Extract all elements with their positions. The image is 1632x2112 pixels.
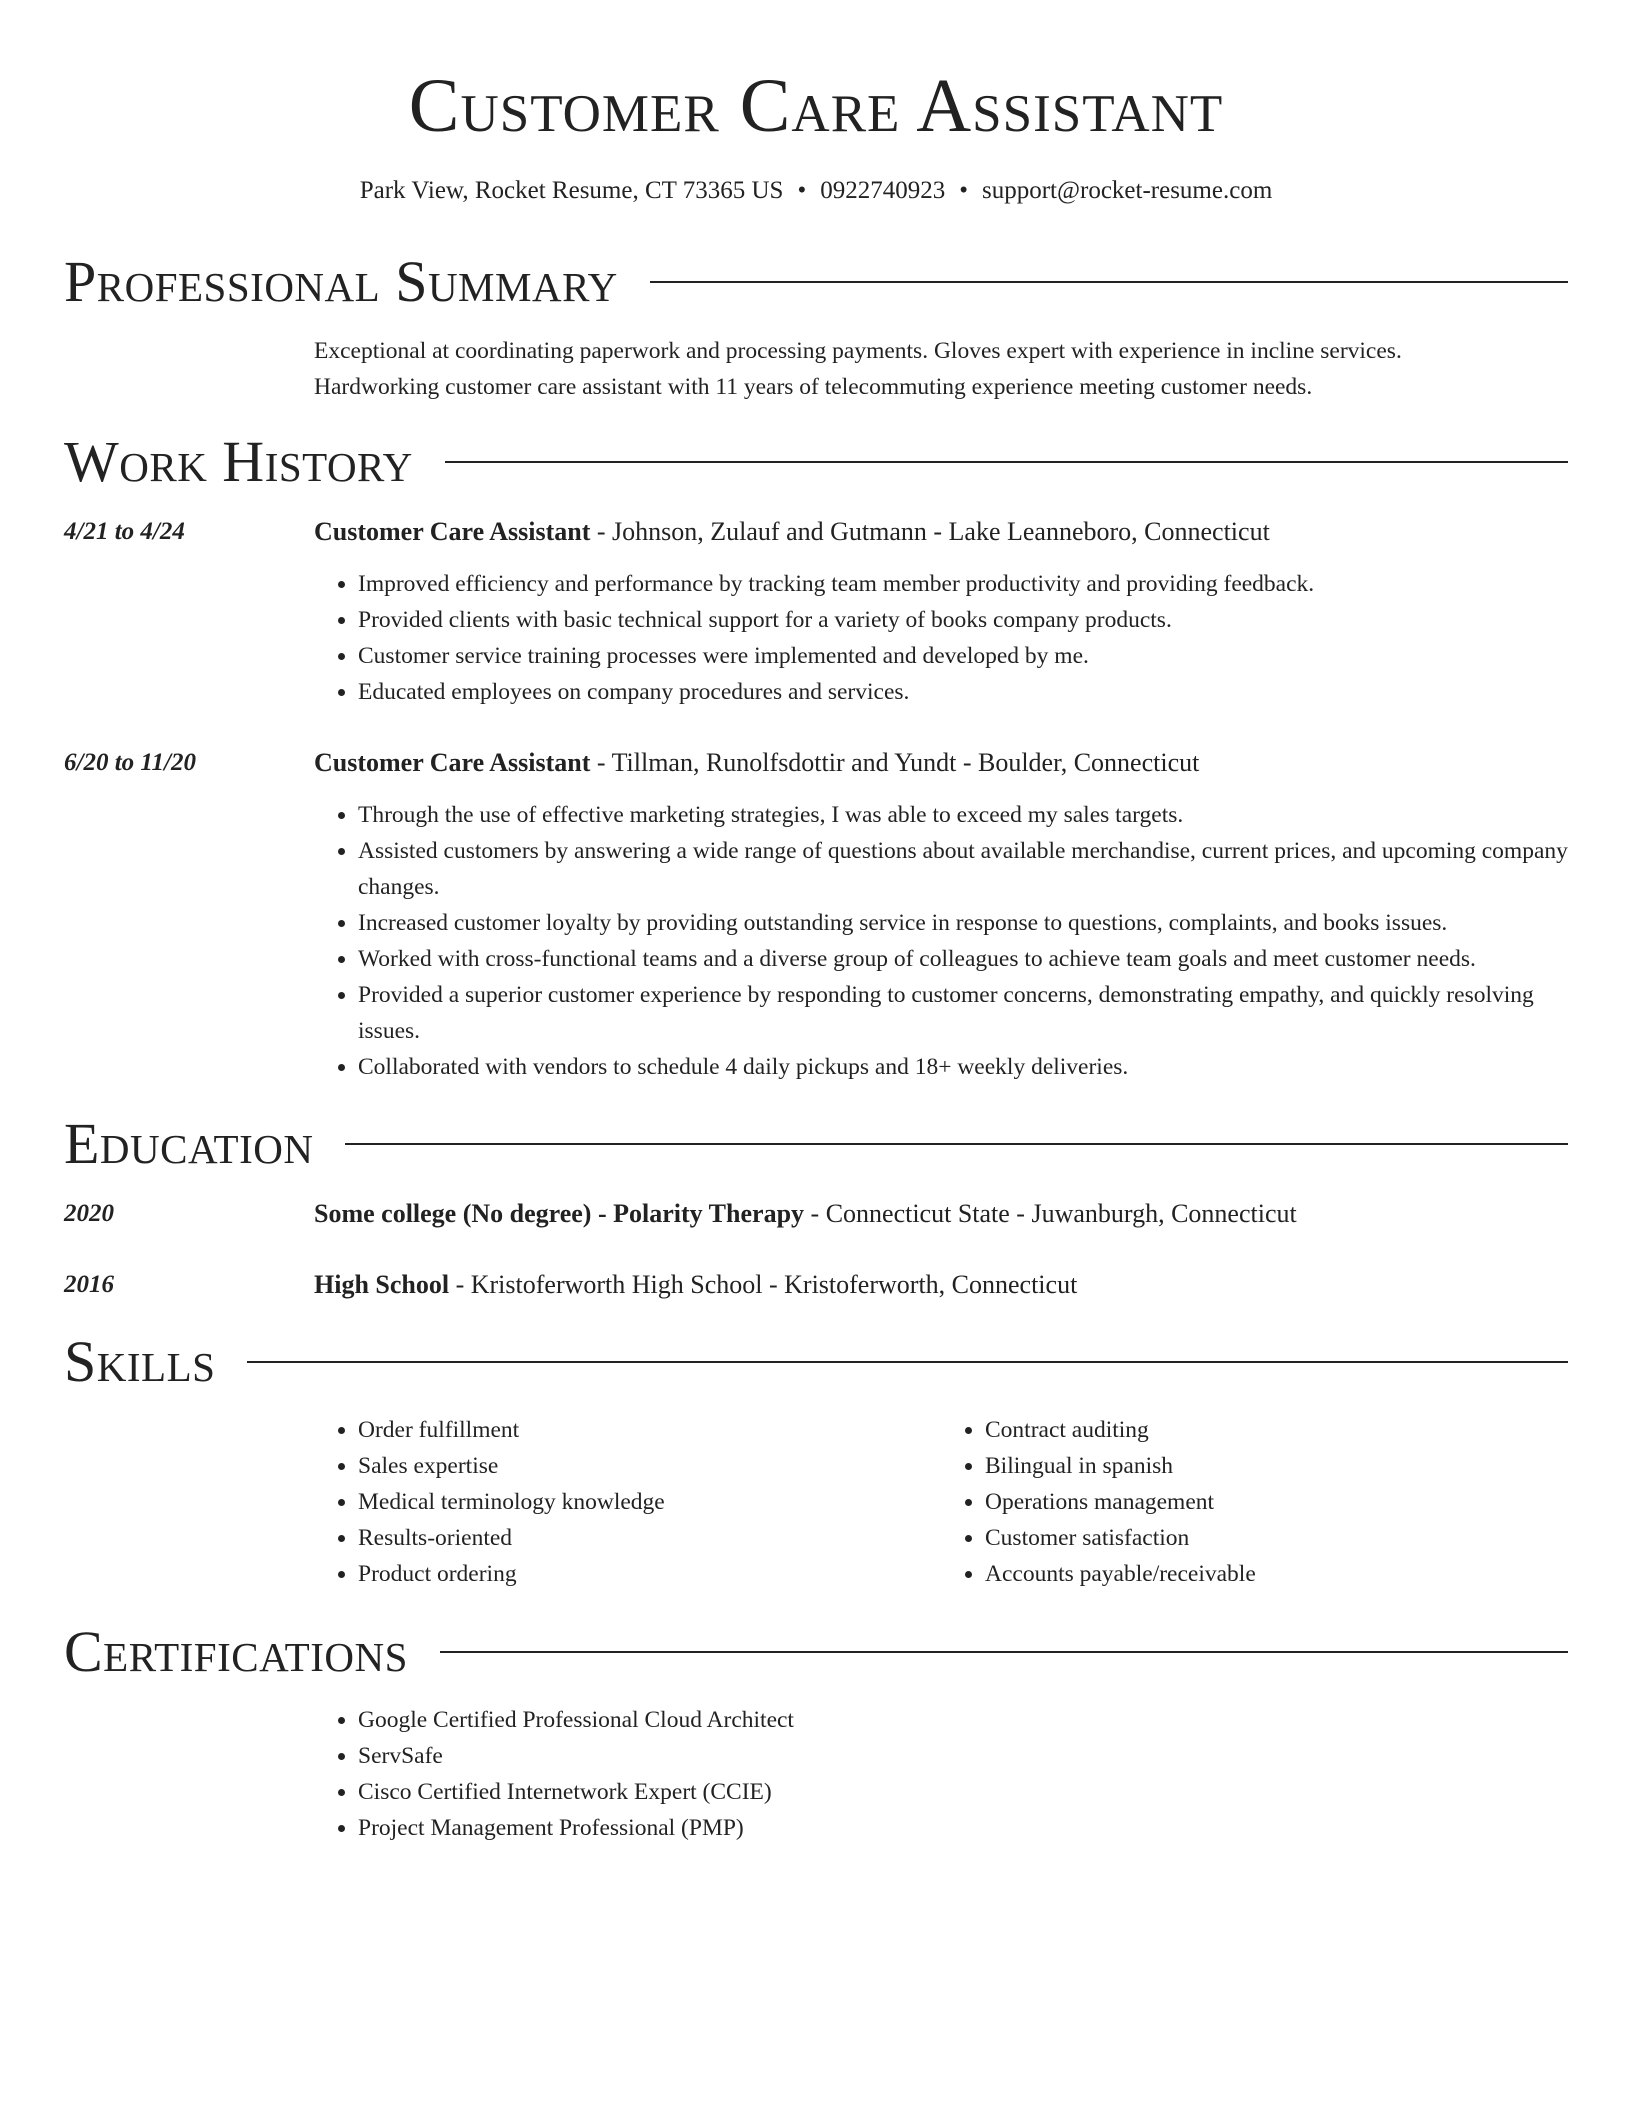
job-bullets	[314, 566, 1568, 710]
section-rule	[345, 1143, 1568, 1145]
list-item: • Project Management Professional (PMP)	[358, 1810, 1568, 1846]
list-item: • Worked with cross-functional teams and a diverse group of colleagues to achieve team goals and meet customer needs.	[358, 941, 1568, 977]
list-item: • Product ordering	[358, 1556, 941, 1592]
skills-list-left	[314, 1412, 941, 1592]
list-item: • Customer service training processes were implemented and developed by me.	[358, 638, 1568, 674]
list-item: • Improved efficiency and performance by tracking team member productivity and providing feedback.	[358, 566, 1568, 602]
list-item: • Contract auditing	[985, 1412, 1568, 1448]
section-rule	[440, 1651, 1568, 1653]
list-item: • Collaborated with vendors to schedule 4 daily pickups and 18+ weekly deliveries.	[358, 1049, 1568, 1085]
address: Park View, Rocket Resume, CT 73365 US	[359, 177, 784, 204]
job-title-line	[314, 514, 1568, 550]
job-title-line	[314, 745, 1568, 781]
list-item: • Results-oriented	[358, 1520, 941, 1556]
education-year: 2016	[64, 1271, 114, 1298]
summary-line: Exceptional at coordinating paperwork and processing payments. Gloves expert with experience in incline services.	[314, 338, 1402, 364]
section-heading: Work History	[64, 429, 413, 494]
list-item: • ServSafe	[358, 1738, 1568, 1774]
job-content	[314, 514, 1568, 710]
education-degree: Some college (No degree) - Polarity Therapy	[314, 1199, 805, 1228]
list-item: • Cisco Certified Internetwork Expert (CCIE)	[358, 1774, 1568, 1810]
list-item: • Increased customer loyalty by providing outstanding service in response to questions, complaints, and books issues.	[358, 905, 1568, 941]
summary-section-header	[64, 250, 1568, 314]
work-section-header	[64, 430, 1568, 494]
education-year: 2020	[64, 1200, 114, 1227]
phone: 0922740923	[820, 177, 946, 204]
summary-line: Hardworking customer care assistant with 11 years of telecommuting experience meeting customer needs.	[314, 374, 1313, 400]
job-bullets	[314, 797, 1568, 1085]
list-item: • Provided clients with basic technical support for a variety of books company products.	[358, 602, 1568, 638]
summary-text	[314, 333, 1568, 405]
list-item: • Educated employees on company procedures and services.	[358, 674, 1568, 710]
list-item: • Order fulfillment	[358, 1412, 941, 1448]
list-item: • Provided a superior customer experience by responding to customer concerns, demonstrating empathy, and quickly resolving issues.	[358, 977, 1568, 1049]
list-item: • Medical terminology knowledge	[358, 1484, 941, 1520]
separator: •	[797, 177, 807, 204]
list-item: • Accounts payable/receivable	[985, 1556, 1568, 1592]
section-heading: Certifications	[64, 1619, 408, 1684]
certifications-content	[314, 1702, 1568, 1846]
section-rule	[247, 1361, 1568, 1363]
job-details: - Tillman, Runolfsdottir and Yundt - Boulder, Connecticut	[590, 748, 1200, 777]
education-degree: High School	[314, 1270, 450, 1299]
job-content	[314, 745, 1568, 1085]
job-dates: 6/20 to 11/20	[64, 749, 196, 776]
skills-section-header	[64, 1330, 1568, 1394]
skills-list-right	[941, 1412, 1568, 1592]
skills-columns	[314, 1412, 1568, 1592]
education-section-header	[64, 1112, 1568, 1176]
section-heading: Education	[64, 1111, 314, 1176]
job-dates: 4/21 to 4/24	[64, 518, 185, 545]
list-item: • Assisted customers by answering a wide range of questions about available merchandise, current prices, and upcoming company changes.	[358, 833, 1568, 905]
section-heading: Professional Summary	[64, 249, 618, 314]
separator: •	[959, 177, 968, 204]
list-item: • Through the use of effective marketing strategies, I was able to exceed my sales targets.	[358, 797, 1568, 833]
list-item: • Bilingual in spanish	[985, 1448, 1568, 1484]
education-details: - Kristoferworth High School - Kristoferworth, Connecticut	[449, 1270, 1078, 1299]
education-line	[314, 1267, 1568, 1303]
certifications-list	[314, 1702, 1568, 1846]
job-details: - Johnson, Zulauf and Gutmann - Lake Leanneboro, Connecticut	[590, 517, 1270, 546]
section-heading: Skills	[64, 1329, 216, 1394]
section-rule	[445, 461, 1568, 463]
job-title: Customer Care Assistant	[314, 517, 591, 546]
candidate-name: Customer Care Assistant	[408, 64, 1224, 148]
list-item: • Sales expertise	[358, 1448, 941, 1484]
job-title: Customer Care Assistant	[314, 748, 591, 777]
certifications-section-header	[64, 1620, 1568, 1684]
list-item: • Google Certified Professional Cloud Architect	[358, 1702, 1568, 1738]
email: support@rocket-resume.com	[981, 177, 1273, 204]
contact-line	[0, 175, 1632, 207]
education-details: - Connecticut State - Juwanburgh, Connecticut	[804, 1199, 1297, 1228]
list-item: • Operations management	[985, 1484, 1568, 1520]
section-rule	[650, 281, 1568, 283]
list-item: • Customer satisfaction	[985, 1520, 1568, 1556]
education-line	[314, 1196, 1568, 1232]
